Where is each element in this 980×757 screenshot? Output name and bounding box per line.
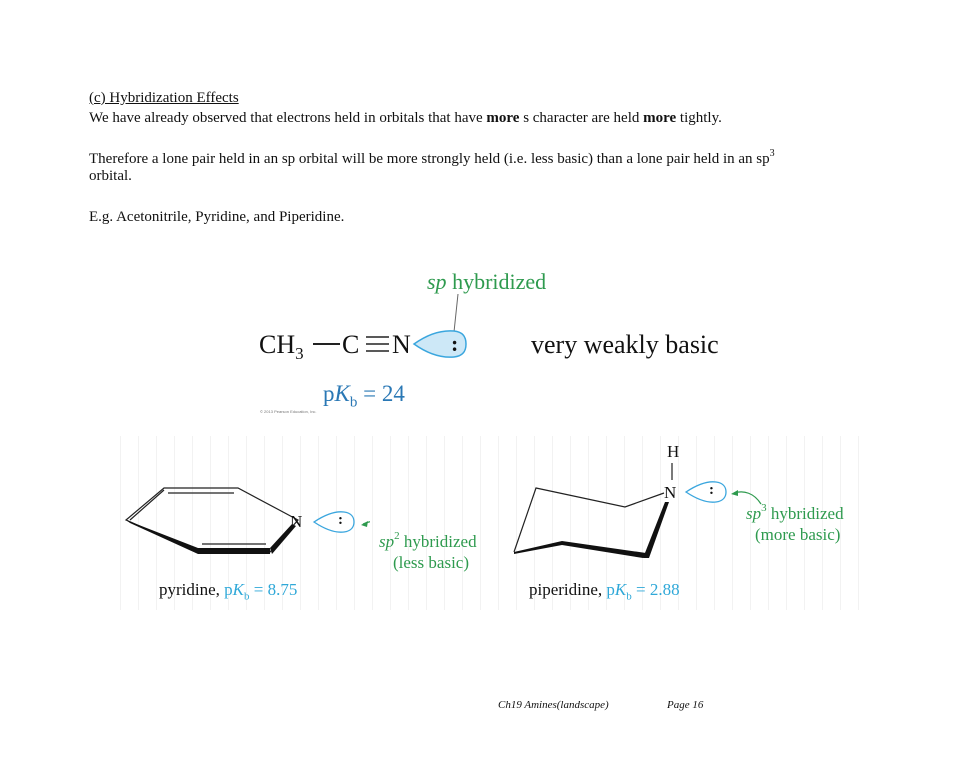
piperidine-basicity-note: (more basic) [755, 525, 841, 544]
paragraph-lone-pair: Therefore a lone pair held in an sp orbital will be more strongly held (i.e. less basic) than a lone pair held in an $sp^3$ orbital. [89, 148, 775, 184]
piperidine-nitrogen: N [664, 483, 677, 502]
piperidine-lone-pair: : [709, 482, 714, 498]
methyl-group: $CH_3$ [259, 330, 304, 364]
pyridine-nitrogen: N [290, 512, 303, 531]
paragraph-examples: E.g. Acetonitrile, Pyridine, and Piperidine. [89, 209, 345, 225]
acetonitrile-hybridization-label: sp hybridized [427, 269, 547, 294]
piperidine-hydrogen: H [667, 442, 680, 461]
acetonitrile-basicity: very weakly basic [531, 330, 719, 359]
acetonitrile-lone-pair: : [451, 331, 459, 356]
pyridine-hybridization-label: $sp^2$ hybridized [379, 530, 477, 551]
piperidine-hybridization-label: $sp^3$ hybridized [746, 502, 844, 523]
nitrile-carbon: C [342, 330, 360, 359]
piperidine-structure [500, 440, 780, 570]
pyridine-sp2-orbital-icon [314, 512, 354, 532]
footer-page-number: Page 16 [667, 699, 704, 711]
pyridine-arrowhead-icon [361, 521, 368, 527]
pyridine-wedge-left [126, 520, 198, 554]
piperidine-arrow-icon [734, 492, 761, 504]
piperidine-wedge-right [643, 502, 669, 558]
piperidine-wedge-front [514, 541, 646, 558]
pyridine-caption: pyridine, $pK_b = 8.75$ [159, 580, 298, 603]
pyridine-lone-pair: : [338, 512, 343, 528]
pyridine-wedge-bottom [198, 548, 270, 554]
copyright-note: © 2013 Pearson Education, Inc. [260, 409, 317, 414]
piperidine-ring-back [514, 488, 664, 552]
section-heading: (c) Hybridization Effects [89, 90, 239, 106]
label-pointer-line [454, 294, 458, 332]
piperidine-arrowhead-icon [731, 490, 738, 496]
acetonitrile-pkb: $pK_b = 24$ [323, 381, 405, 411]
paragraph-s-character: We have already observed that electrons held in orbitals that have more s character are held more tightly. [89, 110, 722, 126]
piperidine-caption: piperidine, $pK_b = 2.88$ [529, 580, 680, 603]
pyridine-basicity-note: (less basic) [393, 553, 470, 572]
pyridine-structure [120, 480, 370, 560]
footer-chapter: Ch19 Amines(landscape) [498, 699, 609, 711]
pyridine-ring-outline [126, 488, 298, 552]
nitrile-nitrogen: N [392, 330, 411, 359]
piperidine-sp3-orbital-icon [686, 482, 726, 502]
pyridine-double-bond-left [130, 490, 164, 520]
